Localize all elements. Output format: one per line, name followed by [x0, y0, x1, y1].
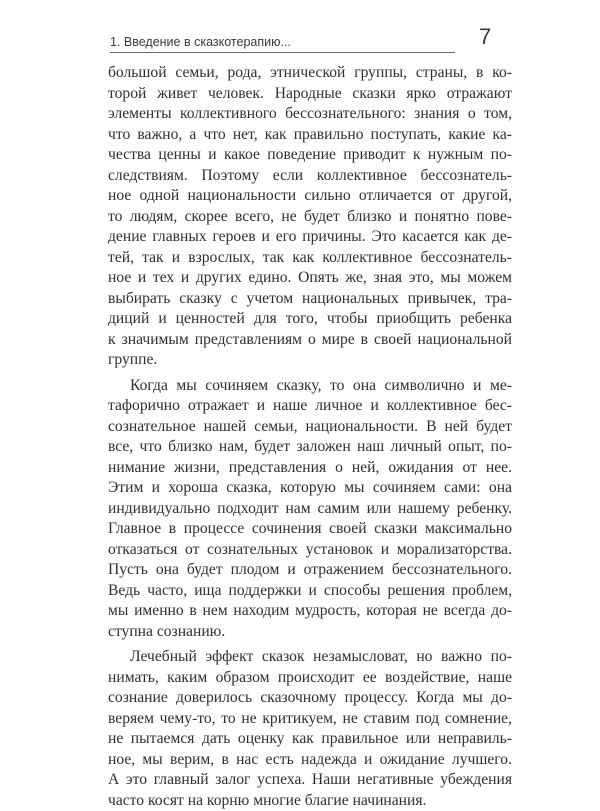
text-line: сознательное нашей семьи, национальности. В ней будет [108, 417, 512, 438]
text-line: тей, так и взрослых, так как коллективное бессознатель- [108, 248, 512, 269]
text-line: дение главных героев и его причины. Это касается как де- [108, 227, 512, 248]
text-line: сознание доверилось сказочному процессу. Когда мы до- [108, 688, 512, 709]
text-line: следствиям. Поэтому если коллективное бессознатель- [108, 166, 512, 187]
text-line: выбирать сказку с учетом национальных привычек, тра- [108, 289, 512, 310]
text-line: Лечебный эффект сказок незамысловат, но важно по- [108, 647, 512, 668]
text-line: торой живет человек. Народные сказки ярко отражают [108, 84, 512, 105]
text-line: отказаться от сознательных установок и морализаторства. [108, 540, 512, 561]
text-line: мы именно в нем находим мудрость, которая не всегда до- [108, 601, 512, 622]
text-line: группе. [108, 350, 512, 371]
text-line: тафорично отражает и наше личное и коллективное бес- [108, 396, 512, 417]
paragraph [108, 647, 512, 811]
page-number: 7 [479, 24, 491, 50]
text-line: Пусть она будет плодом и отражением бессознательного. [108, 560, 512, 581]
text-line: индивидуально подходит нам самим или нашему ребенку. [108, 499, 512, 520]
text-line: к значимым представлениям о мире в своей национальной [108, 330, 512, 351]
paragraph [108, 376, 512, 643]
body-text [108, 63, 512, 811]
text-line: Этим и хороша сказка, которую мы сочиняем сами: она [108, 478, 512, 499]
text-line: ное и тех и других едино. Опять же, зная это, мы можем [108, 268, 512, 289]
text-line: Главное в процессе сочинения своей сказки максимально [108, 519, 512, 540]
text-line: большой семьи, рода, этнической группы, страны, в ко- [108, 63, 512, 84]
text-line: веряем чему-то, то не критикуем, не ставим под сомнение, [108, 709, 512, 730]
paragraph-container [108, 63, 512, 811]
text-line: ступна сознанию. [108, 622, 512, 643]
text-line: все, что близко нам, будет заложен наш личный опыт, по- [108, 437, 512, 458]
text-line: Ведь часто, ища поддержки и способы решения проблем, [108, 581, 512, 602]
text-line: Когда мы сочиняем сказку, то она символично и ме- [108, 376, 512, 397]
text-line: не пытаемся дать оценку как правильное или неправиль- [108, 729, 512, 750]
running-header [110, 30, 455, 53]
chapter-title: 1. Введение в сказкотерапию... [110, 35, 291, 49]
text-line: элементы коллективного бессознательного: знания о том, [108, 104, 512, 125]
text-line: А это главный залог успеха. Наши негативные убеждения [108, 770, 512, 791]
text-line: нимание жизни, представления о ней, ожидания от нее. [108, 458, 512, 479]
text-line: то людям, скорее всего, не будет близко и понятно пове- [108, 207, 512, 228]
text-line: чества ценны и какое поведение приводит к нужным по- [108, 145, 512, 166]
text-line: ное, мы верим, в нас есть надежда и ожидание лучшего. [108, 750, 512, 771]
paragraph [108, 63, 512, 371]
text-line: диций и ценностей для того, чтобы приобщить ребенка [108, 309, 512, 330]
text-line: ное одной национальности сильно отличается от другой, [108, 186, 512, 207]
text-line: часто косят на корню многие благие начинания. [108, 791, 512, 811]
text-line: нимать, каким образом происходит ее воздействие, наше [108, 668, 512, 689]
text-line: что важно, а что нет, как правильно поступать, какие ка- [108, 125, 512, 146]
